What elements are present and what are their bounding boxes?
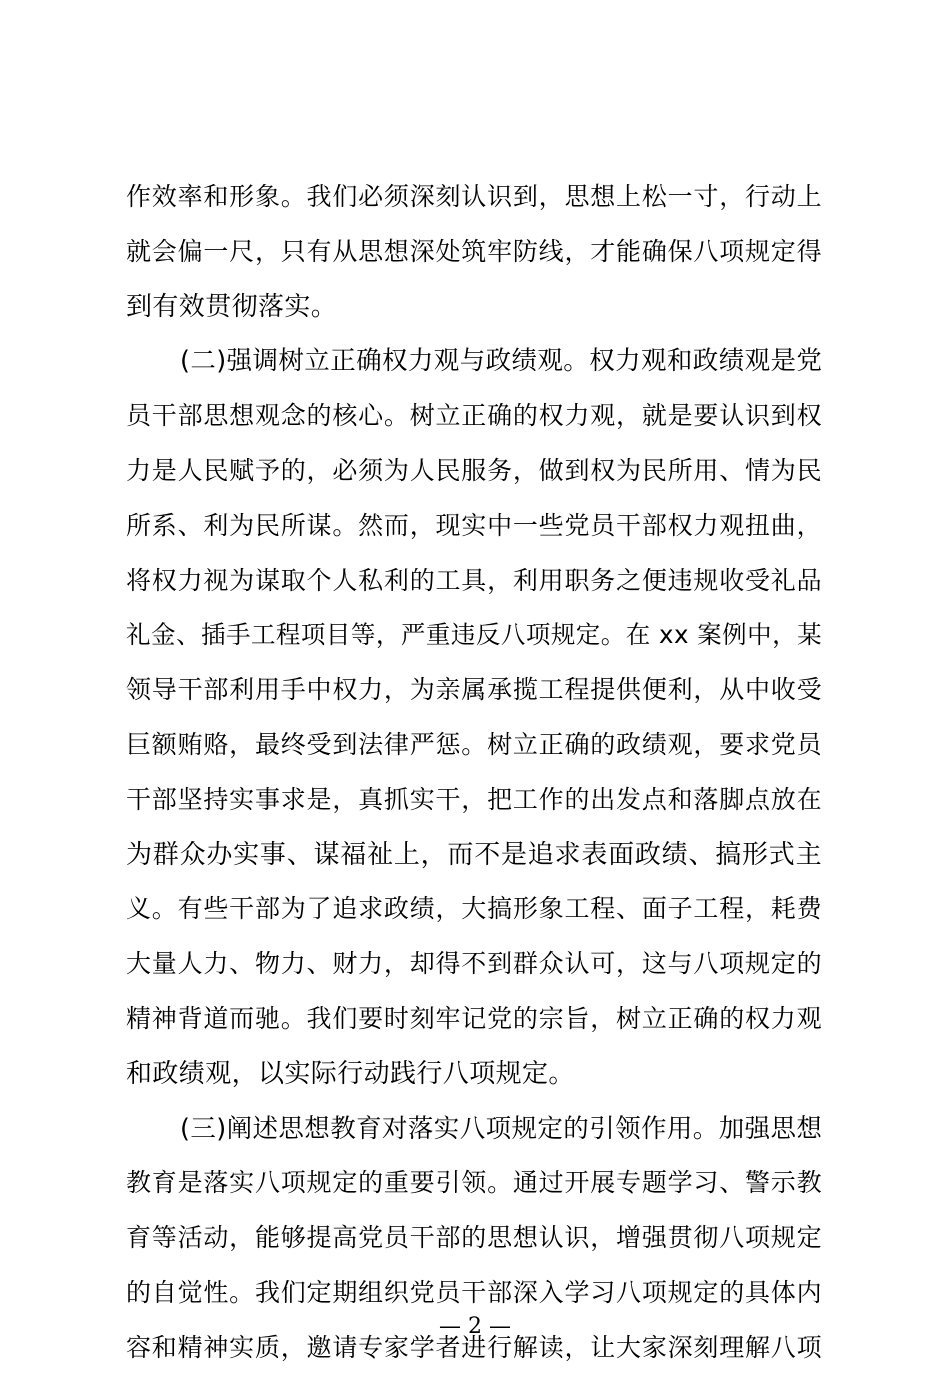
- text-line: 干部坚持实事求是，真抓实干，把工作的出发点和落脚点放在: [126, 784, 822, 814]
- text-line: 义。有些干部为了追求政绩，大搞形象工程、面子工程，耗费: [126, 894, 822, 924]
- text-line: 精神背道而驰。我们要时刻牢记党的宗旨，树立正确的权力观: [126, 1003, 822, 1033]
- text-line: 和政绩观，以实际行动践行八项规定。: [126, 1058, 575, 1089]
- text-line: 员干部思想观念的核心。树立正确的权力观，就是要认识到权: [126, 401, 822, 431]
- text-line: 巨额贿赂，最终受到法律严惩。树立正确的政绩观，要求党员: [126, 729, 822, 759]
- text-line: 大量人力、物力、财力，却得不到群众认可，这与八项规定的: [126, 949, 822, 979]
- text-line: 容和精神实质，邀请专家学者进行解读，让大家深刻理解八项: [126, 1332, 822, 1362]
- section-heading-line: (二)强调树立正确权力观与政绩观。权力观和政绩观是党: [180, 346, 822, 377]
- text-line: 所系、利为民所谋。然而，现实中一些党员干部权力观扭曲，: [126, 510, 822, 540]
- page-number: — 2 —: [439, 1314, 511, 1339]
- text-line: 育等活动，能够提高党员干部的思想认识，增强贯彻八项规定: [126, 1223, 822, 1253]
- text-line: 力是人民赋予的，必须为人民服务，做到权为民所用、情为民: [126, 455, 822, 485]
- section-heading-line: (三)阐述思想教育对落实八项规定的引领作用。加强思想: [180, 1113, 822, 1144]
- text-line: 教育是落实八项规定的重要引领。通过开展专题学习、警示教: [126, 1168, 822, 1198]
- text-line: 到有效贯彻落实。: [126, 291, 338, 322]
- text-line: 就会偏一尺，只有从思想深处筑牢防线，才能确保八项规定得: [126, 236, 822, 266]
- text-line: 为群众办实事、谋福祉上，而不是追求表面政绩、搞形式主: [126, 839, 822, 870]
- text-line: 将权力视为谋取个人私利的工具，利用职务之便违规收受礼品: [126, 565, 822, 595]
- text-line: 作效率和形象。我们必须深刻认识到，思想上松一寸，行动上: [126, 182, 822, 211]
- text-line: 礼金、插手工程项目等，严重违反八项规定。在 xx 案例中，某: [126, 620, 822, 650]
- body-text: [126, 170, 822, 1376]
- text-line: 的自觉性。我们定期组织党员干部深入学习八项规定的具体内: [126, 1277, 822, 1307]
- text-line: 领导干部利用手中权力，为亲属承揽工程提供便利，从中收受: [126, 675, 822, 705]
